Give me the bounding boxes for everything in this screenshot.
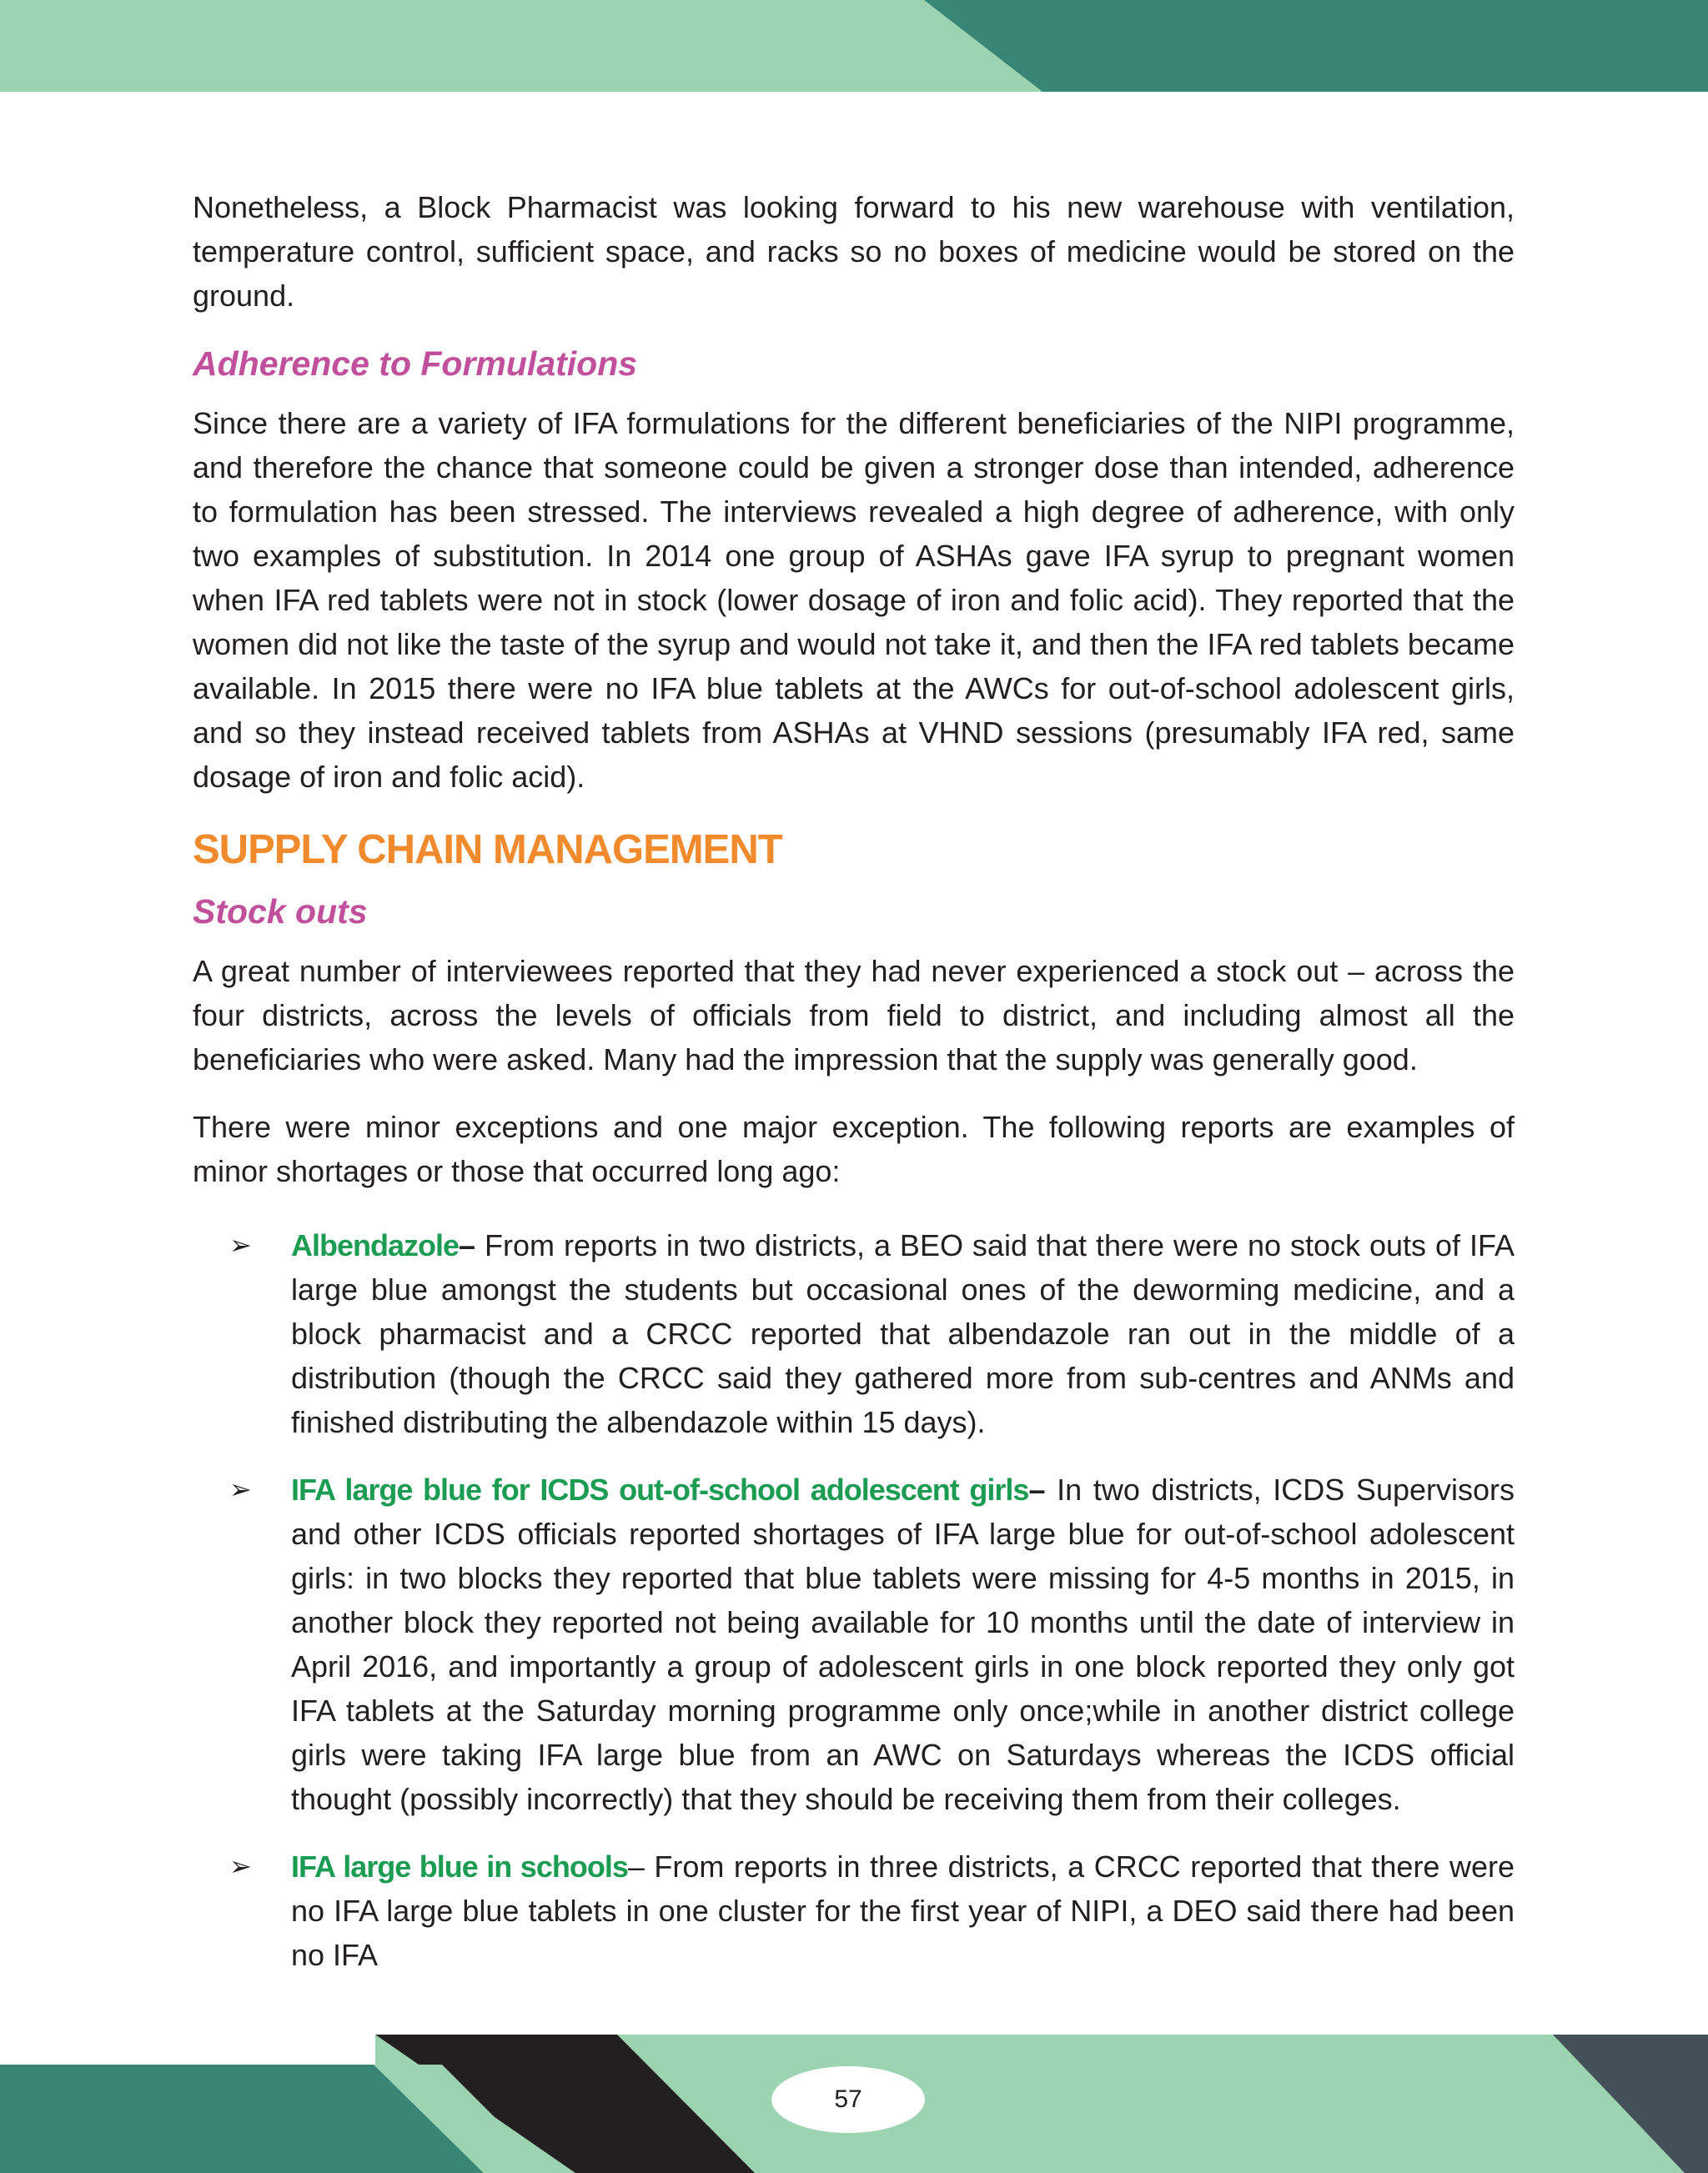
shortage-list	[193, 1223, 1515, 1977]
list-item-schools	[193, 1844, 1515, 1977]
list-item-icds-adolescent-girls	[193, 1468, 1515, 1821]
intro-paragraph: Nonetheless, a Block Pharmacist was looking forward to his new warehouse with ventilation, temperature control, sufficient space, and racks so no boxes of medicine would be stored on the ground.	[193, 190, 1515, 313]
bullet-lead: Albendazole	[291, 1228, 460, 1262]
stock-outs-paragraph-1: A great number of interviewees reported that they had never experienced a stock out – across the four districts, across the levels of officials from field to district, and including almost all the beneficiaries who were asked. Many had the impression that the supply was generally good.	[193, 954, 1515, 1076]
page-number: 57	[771, 2066, 925, 2133]
bullet-lead: IFA large blue in schools	[291, 1849, 628, 1884]
bullet-dash: –	[1028, 1473, 1046, 1507]
bottom-band-top-white	[0, 2035, 375, 2065]
bullet-lead: IFA large blue for ICDS out-of-school adolescent girls	[291, 1473, 1029, 1507]
page-content	[193, 185, 1515, 2000]
list-item-albendazole	[193, 1223, 1515, 1444]
arrow-bullet-icon: ➢	[229, 1473, 252, 1505]
supply-chain-heading: SUPPLY CHAIN MANAGEMENT	[193, 827, 782, 872]
bullet-text: – From reports in three districts, a CRCC reported that there were no IFA large blue tablets in one cluster for the first year of NIPI, a DEO said there had been no IFA	[291, 1849, 1515, 1972]
bullet-text: From reports in two districts, a BEO said that there were no stock outs of IFA large blue amongst the students but occasional ones of the deworming medicine, and a block pharmacist and a CRCC reported that albendazole ran out in the middle of a distribution (though the CRCC said they gathered more from sub-centres and ANMs and finished distributing the albendazole within 15 days).	[291, 1228, 1515, 1439]
arrow-bullet-icon: ➢	[229, 1229, 252, 1261]
top-band-dark	[924, 0, 1708, 92]
adherence-heading: Adherence to Formulations	[193, 344, 638, 383]
adherence-paragraph: Since there are a variety of IFA formulations for the different beneficiaries of the NIPI programme, and therefore the chance that someone could be given a stronger dose than intended, adherence to formulation has been stressed. The interviews revealed a high degree of adherence, with only two examples of substitution. In 2014 one group of ASHAs gave IFA syrup to pregnant women when IFA red tablets were not in stock (lower dosage of iron and folic acid). They reported that the women did not like the taste of the syrup and would not take it, and then the IFA red tablets became available. In 2015 there were no IFA blue tablets at the AWCs for out-of-school adolescent girls, and so they instead received tablets from ASHAs at VHND sessions (presumably IFA red, same dosage of iron and folic acid).	[193, 406, 1515, 794]
stock-outs-paragraph-2: There were minor exceptions and one major exception. The following reports are examples of minor shortages or those that occurred long ago:	[193, 1110, 1515, 1188]
bullet-text: In two districts, ICDS Supervisors and other ICDS officials reported shortages of IFA large blue for out-of-school adolescent girls: in two blocks they reported that blue tablets were missing for 4-5 months in 2015, in another block they reported not being available for 10 months until the date of interview in April 2016, and importantly a group of adolescent girls in one block reported they only got IFA tablets at the Saturday morning programme only once;while in another district college girls were taking IFA large blue from an AWC on Saturdays whereas the ICDS official thought (possibly incorrectly) that they should be receiving them from their colleges.	[291, 1473, 1515, 1816]
arrow-bullet-icon: ➢	[229, 1850, 252, 1882]
top-decorative-band	[0, 0, 1708, 93]
stock-outs-heading: Stock outs	[193, 892, 368, 931]
bullet-dash: –	[459, 1228, 476, 1262]
